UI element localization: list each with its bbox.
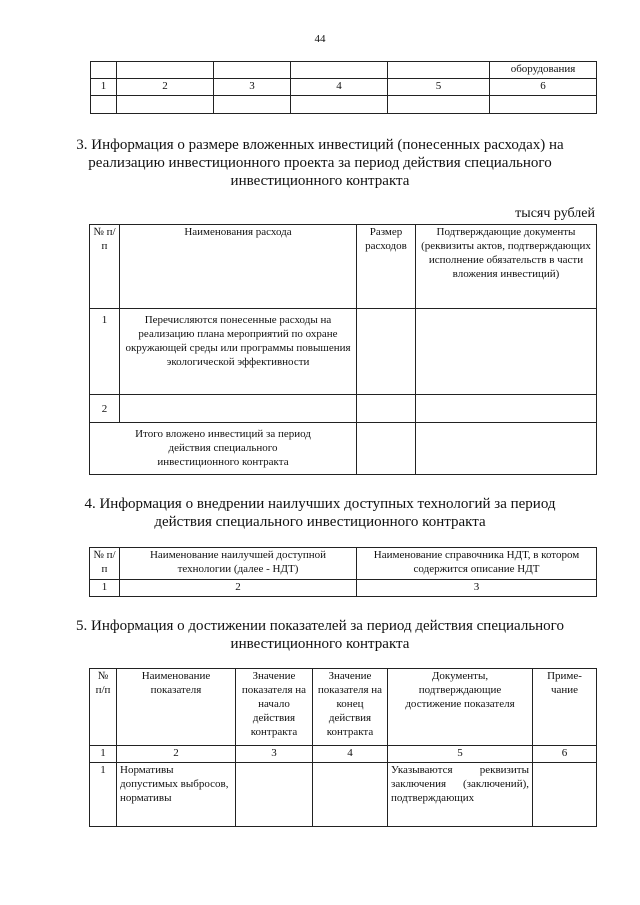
table-cell [214,62,291,79]
table-cell [117,62,214,79]
indicators-table [89,668,597,827]
table-header-cell: оборудования [490,62,597,79]
column-number: 3 [236,746,313,763]
table-cell [91,96,117,114]
table-cell [357,423,416,475]
column-number: 1 [91,79,117,96]
units-label: тысяч рублей [515,206,595,221]
top-table [90,61,597,114]
table-cell [117,96,214,114]
row-number: 1 [90,763,117,827]
table-cell [357,309,416,395]
table-cell [120,395,357,423]
table-cell [416,395,597,423]
column-number: 4 [313,746,388,763]
page-number: 44 [314,33,326,45]
table-cell [291,96,388,114]
table-cell [416,423,597,475]
column-number: 2 [120,580,357,597]
column-number: 1 [90,746,117,763]
col-end-value-header: Значение показателя на конец действия контракта [313,669,388,746]
table-cell [236,763,313,827]
column-number: 5 [388,79,490,96]
table-cell [533,763,597,827]
table-cell [416,309,597,395]
col-ndt-name-header: Наименование наилучшей доступной технологии (далее - НДТ) [120,548,357,580]
investment-table [89,224,597,475]
column-number: 2 [117,79,214,96]
section-4-title: 4. Информация о внедрении наилучших доступных технологий за период действия специального инвестиционного контракта [84,496,556,530]
col-ndt-reference-header: Наименование справочника НДТ, в котором содержится описание НДТ [357,548,597,580]
table-cell [214,96,291,114]
ndt-table [89,547,597,597]
col-number-header: № п/п [90,669,117,746]
col-documents-header: Подтверждающие документы (реквизиты актов, подтверждающих исполнение обязательств в части вложения инвестиций) [416,225,597,309]
col-expense-name-header: Наименования расхода [120,225,357,309]
column-number: 6 [490,79,597,96]
col-note-header: Приме-чание [533,669,597,746]
row-number: 1 [90,309,120,395]
total-label: Итого вложено инвестиций за период действия специального инвестиционного контракта [90,423,357,475]
expense-description: Перечисляются понесенные расходы на реализацию плана мероприятий по охране окружающей среды или программы повышения экологической эффективности [120,309,357,395]
indicator-documents: Указываются реквизиты заключения (заключений), подтверждающих [388,763,533,827]
column-number: 3 [357,580,597,597]
col-documents-header: Документы, подтверждающие достижение показателя [388,669,533,746]
table-cell [388,62,490,79]
indicator-name: Нормативы допустимых выбросов, нормативы [117,763,236,827]
table-cell [313,763,388,827]
row-number: 2 [90,395,120,423]
col-expense-size-header: Размер расходов [357,225,416,309]
column-number: 4 [291,79,388,96]
column-number: 1 [90,580,120,597]
column-number: 6 [533,746,597,763]
section-5-title: 5. Информация о достижении показателей за период действия специального инвестиционного контракта [76,618,564,652]
column-number: 3 [214,79,291,96]
col-number-header: № п/п [90,225,120,309]
col-start-value-header: Значение показателя на начало действия контракта [236,669,313,746]
col-indicator-name-header: Наименование показателя [117,669,236,746]
table-cell [490,96,597,114]
table-cell [357,395,416,423]
column-number: 2 [117,746,236,763]
col-number-header: № п/п [90,548,120,580]
column-number: 5 [388,746,533,763]
table-cell [91,62,117,79]
table-cell [388,96,490,114]
table-cell [291,62,388,79]
section-3-title: 3. Информация о размере вложенных инвестиций (понесенных расходах) на реализацию инвестиционного проекта за период действия специального инвестиционного контракта [76,137,564,189]
